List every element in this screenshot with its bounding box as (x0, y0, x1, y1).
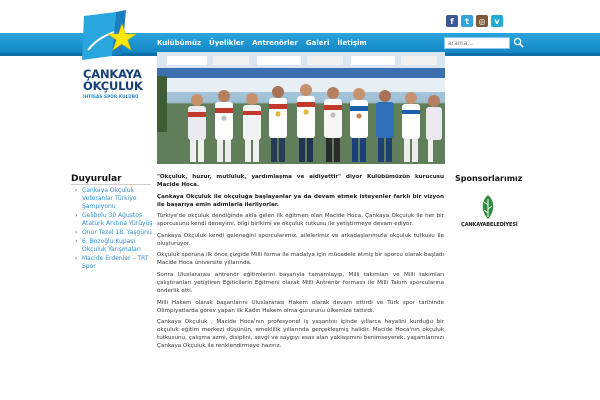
search-button[interactable] (512, 36, 525, 49)
main-nav (157, 33, 367, 53)
vimeo-icon[interactable]: v (491, 15, 503, 27)
twitter-icon[interactable]: t (461, 15, 473, 27)
team-photo-illustration (157, 52, 445, 164)
announcement-item[interactable] (73, 238, 155, 254)
article-lead-quote: "Okçuluk, huzur, mutluluk, yardımlaşma ve aidiyettir" diyor Kulübümüzün kurucusu Macide Hoca. (157, 174, 444, 188)
nav-item-antrenorler[interactable]: Antrenörler (252, 39, 298, 47)
article-paragraph: Çankaya Okçuluk kendi geleneğini sporcularımız, ailelerimiz ve arkadaşlarımızla okçuluk tutkusu ile oluşturuyor. (157, 232, 444, 247)
search-icon (513, 37, 524, 48)
chevron-right-icon: › (75, 238, 78, 245)
article-paragraph: Okçuluk sporuna ilk önce çizgide Milli forma ile madalya için mücadele etmiş bir sporcu olarak başladı Macide Hoca üniversite yıllarında. (157, 252, 444, 267)
chevron-right-icon: › (75, 255, 78, 262)
search-input[interactable] (444, 37, 510, 49)
announcement-item[interactable] (73, 229, 155, 237)
cankaya-municipality-leaf-icon (461, 193, 521, 223)
instagram-icon[interactable]: ◎ (476, 15, 488, 27)
sponsor-name: ÇANKAYABELEDİYESİ (461, 222, 518, 228)
announcements-divider (71, 184, 151, 185)
hero-team-photo (157, 52, 445, 164)
nav-item-uyelikler[interactable]: Üyelikler (209, 39, 245, 47)
nav-item-galeri[interactable]: Galeri (305, 39, 330, 47)
nav-item-kulubumuz[interactable]: Kulübümüz (157, 39, 202, 47)
announcement-item[interactable] (73, 212, 155, 228)
logo-flag-star-icon (82, 10, 142, 68)
article-paragraph: Milli Hakem olarak başarılarını Uluslararası Hakem olarak devam ettirdi ve Türk spor tarihinde Olimpiyatlarda görev yapan ilk Kadın Hakem olma gururunu ülkemize tattırdı. (157, 299, 444, 314)
announcement-link[interactable]: 6. Bozoğlu Kupası Okçuluk Yarışmaları (82, 238, 141, 253)
chevron-right-icon: › (75, 229, 78, 236)
nav-item-iletisim[interactable]: İletişim (337, 39, 367, 47)
logo-subtitle: İHTİSAS SPOR KULÜBÜ (83, 94, 139, 99)
announcement-item[interactable] (73, 187, 155, 211)
announcement-link[interactable]: Gelibolu 30 Ağustos Atatürk Anıtına Yürüyüş (82, 212, 153, 227)
article-lead-vision: Çankaya Okçuluk ile okçuluğa başlayanlar ya da devam etmek isteyenler farklı bir vizyon ile başarıya emin adımlarla ilerliyorlar. (157, 193, 444, 208)
facebook-icon[interactable]: f (446, 15, 458, 27)
announcement-link[interactable]: Çankaya Okçuluk Veteranlar Türkiye Şampiyonu (82, 187, 137, 210)
logo-title-line1: ÇANKAYA (83, 67, 142, 81)
announcement-link[interactable]: Onur Tezel 18. Yaşgünü (82, 229, 152, 236)
article-paragraph: Çankaya Okçuluk , Macide Hoca'nın profesyonel iş yaşantısı içinde yıllarca hayalini kurduğu bir okçuluk eğitim merkezi düşünün, emeklilik yıllarında gerçekleşmiş halidir. Macide Hoca'nın okçuluk tutkusunu, çalışma azmi, disiplini, sevgi ve saygıyı esas alan yaklaşımını benimseyerek, yaşamlarınızı Çankaya Okçuluk ile renklendirmeye hazırız. (157, 319, 444, 350)
article-paragraph: Sonra Uluslararası antrenör eğitimlerini başarıyla tamamlayıp, Milli takımları ve Milli takımları çalıştıranları yetiştiren Eğiticilerin Eğitmeni olarak Milli Antrenör formasıı ile Milli Takım sporcularına önderlik etti. (157, 271, 444, 294)
article-paragraph: Türkiye'de okçuluk dendiğinde akla gelen ilk eğitmen olan Macide Hoca, Çankaya Okçuluk ile her bir sporcusunu kendi deneyimi, bilgi birikimi ve okçuluk tutkusu ile yetiştirmeye devam ediyor. (157, 213, 444, 228)
sponsors-title: Sponsorlarımız (455, 174, 523, 183)
announcements-title: Duyurular (71, 174, 122, 184)
announcement-item[interactable] (73, 255, 155, 271)
logo-title-line2: OKÇULUK (83, 79, 143, 93)
announcements-list (73, 187, 155, 272)
announcement-link[interactable]: Macide Erdenler – TRT Spor (82, 255, 149, 270)
chevron-right-icon: › (75, 212, 78, 219)
chevron-right-icon: › (75, 187, 78, 194)
club-logo[interactable] (80, 6, 152, 108)
main-article (157, 173, 444, 354)
